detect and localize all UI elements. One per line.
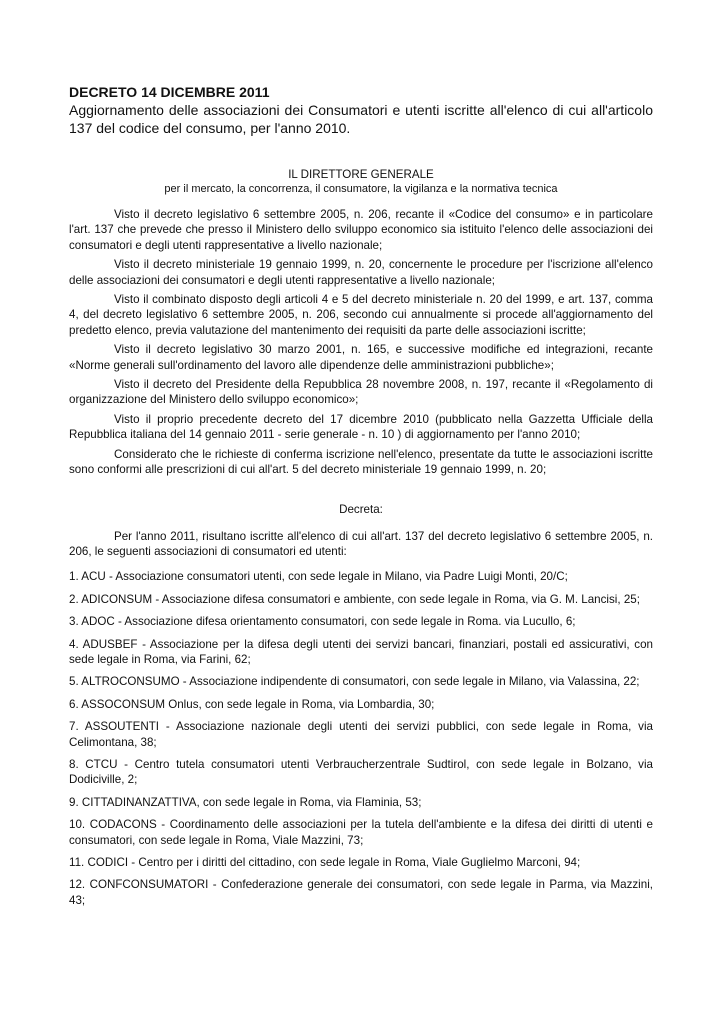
list-item: 2. ADICONSUM - Associazione difesa consumatori e ambiente, con sede legale in Roma, via G. M. Lancisi, 25; [69,592,640,606]
preamble-paragraph: Visto il decreto legislativo 6 settembre 2005, n. 206, recante il «Codice del consumo» e in particolare l'art. 137 che prevede che presso il Ministero dello sviluppo economico sia istituito l'elenco delle associazioni dei consumatori e degli utenti rappresentative a livello nazionale; [69,208,653,252]
preamble-paragraph: Visto il decreto ministeriale 19 gennaio 1999, n. 20, concernente le procedure per l'iscrizione all'elenco delle associazioni dei consumatori e degli utenti rappresentative a livello nazionale; [69,258,653,287]
list-item: 1. ACU - Associazione consumatori utenti, con sede legale in Milano, via Padre Luigi Monti, 20/C; [69,570,568,584]
list-item: 4. ADUSBEF - Associazione per la difesa degli utenti dei servizi bancari, finanziari, postali ed assicurativi, con sede legale in Roma, via Farini, 62; [69,637,653,666]
list-item: 8. CTCU - Centro tutela consumatori utenti Verbraucherzentrale Sudtirol, con sede legale in Bolzano, via Dodiciville, 2; [69,757,653,787]
preamble-paragraph: Visto il decreto legislativo 30 marzo 2001, n. 165, e successive modifiche ed integrazioni, recante «Norme generali sull'ordinamento del lavoro alle dipendenze delle amministrazioni pubbliche»; [69,343,653,372]
list-item: 5. ALTROCONSUMO - Associazione indipendente di consumatori, con sede legale in Milano, via Valassina, 22; [69,675,640,689]
list-item: 12. CONFCONSUMATORI - Confederazione generale dei consumatori, con sede legale in Parma, via Mazzini, 43; [69,878,653,907]
preamble [69,207,653,478]
preamble-paragraph: Considerato che le richieste di conferma iscrizione nell'elenco, presentate da tutte le associazioni iscritte sono conformi alle prescrizioni di cui all'art. 5 del decreto ministeriale 19 gennaio 1999, n. 20; [69,447,653,477]
decree-subtitle: Aggiornamento delle associazioni dei Consumatori e utenti iscritte all'elenco di cui all'articolo 137 del codice del consumo, per l'anno 2010. [69,102,653,136]
list-item: 3. ADOC - Associazione difesa orientamento consumatori, con sede legale in Roma. via Lucullo, 6; [69,615,576,629]
preamble-paragraph: Visto il combinato disposto degli articoli 4 e 5 del decreto ministeriale n. 20 del 1999, e art. 137, comma 4, del decreto legislativo 6 settembre 2005, n. 206, secondo cui annualmente si procede all'aggiornamento del predetto elenco, previa valutazione del mantenimento dei requisiti da parte delle associazioni iscritte; [69,293,653,337]
associations-list [69,569,653,908]
decree-title: DECRETO 14 DICEMBRE 2011 [69,84,270,100]
list-item: 6. ASSOCONSUM Onlus, con sede legale in Roma, via Lombardia, 30; [69,697,435,711]
list-item: 7. ASSOUTENTI - Associazione nazionale degli utenti dei servizi pubblici, con sede legale in Roma, via Celimontana, 38; [69,720,653,749]
issuer-heading: IL DIRETTORE GENERALE [288,168,434,181]
decreta-heading: Decreta: [339,502,383,516]
list-item: 9. CITTADINANZATTIVA, con sede legale in Roma, via Flaminia, 53; [69,795,422,809]
list-item: 11. CODICI - Centro per i diritti del cittadino, con sede legale in Roma, Viale Guglielmo Marconi, 94; [69,856,581,869]
decree-text: Per l'anno 2011, risultano iscritte all'elenco di cui all'art. 137 del decreto legislativo 6 settembre 2005, n. 206, le seguenti associazioni di consumatori ed utenti: [69,529,653,558]
preamble-paragraph: Visto il decreto del Presidente della Repubblica 28 novembre 2008, n. 197, recante il «Regolamento di organizzazione del Ministero dello sviluppo economico»; [69,378,653,407]
preamble-paragraph: Visto il proprio precedente decreto del 17 dicembre 2010 (pubblicato nella Gazzetta Ufficiale della Repubblica italiana del 14 gennaio 2011 - serie generale - n. 10 ) di aggiornamento per l'anno 2010; [69,412,653,442]
list-item: 10. CODACONS - Coordinamento delle associazioni per la tutela dell'ambiente e la difesa dei diritti di utenti e consumatori, con sede legale in Roma, Viale Mazzini, 73; [69,818,653,847]
issuer-subheading: per il mercato, la concorrenza, il consumatore, la vigilanza e la normativa tecnica [164,183,558,195]
